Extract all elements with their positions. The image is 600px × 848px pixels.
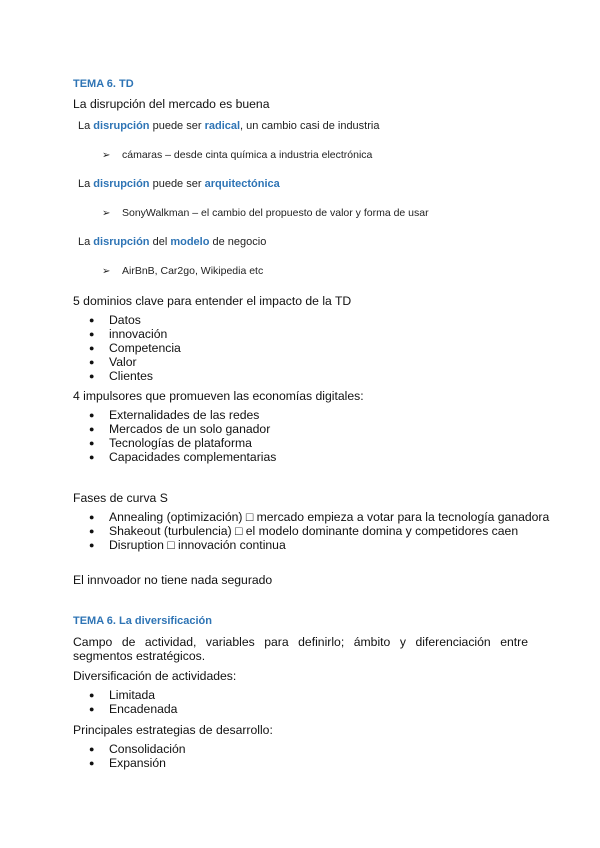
disruption-architectural-line [78, 178, 280, 191]
disruption-radical-line [78, 120, 379, 133]
arrow-bullet-icon: ➢ [102, 208, 111, 219]
text-fragment: La [78, 120, 94, 132]
closing-paragraph: El innvoador no tiene nada segurado [73, 573, 273, 587]
list-item: ● Capacidades complementarias [72, 450, 276, 464]
text-fragment: La [78, 236, 94, 248]
diversification-list [72, 688, 177, 716]
list-item: ● Annealing (optimización) □ mercado empieza a votar para la tecnología ganadora [72, 510, 563, 524]
strategies-list [72, 742, 186, 770]
arrow-bullet-icon: ➢ [102, 266, 111, 277]
phases-intro: Fases de curva S [73, 491, 168, 505]
domains-intro: 5 dominios clave para entender el impacto de la TD [73, 294, 352, 308]
disruption-model-line [78, 236, 266, 249]
example-text: SonyWalkman – el cambio del propuesto de valor y forma de usar [122, 207, 429, 219]
term-arquitectonica: arquitectónica [204, 178, 280, 190]
term-disrupcion: disrupción [93, 120, 150, 132]
list-item: ● innovación [72, 327, 181, 341]
term-disrupcion: disrupción [93, 236, 150, 248]
strategies-intro: Principales estrategias de desarrollo: [73, 723, 273, 737]
list-item: ● Externalidades de las redes [72, 408, 276, 422]
intro-paragraph: La disrupción del mercado es buena [73, 97, 270, 111]
list-item: ● Clientes [72, 369, 181, 383]
list-item: ● Limitada [72, 688, 177, 702]
list-item: ● Valor [72, 355, 181, 369]
list-item: ● Mercados de un solo ganador [72, 422, 276, 436]
example-line [102, 149, 372, 162]
phases-list [72, 510, 563, 552]
term-disrupcion: disrupción [93, 178, 150, 190]
text-fragment: La [78, 178, 94, 190]
drivers-list [72, 408, 276, 464]
domains-list [72, 313, 181, 383]
term-modelo: modelo [170, 236, 210, 248]
section-heading-td: TEMA 6. TD [73, 78, 134, 90]
list-item: ● Competencia [72, 341, 181, 355]
text-fragment: puede ser [149, 178, 205, 190]
list-item: ● Consolidación [72, 742, 186, 756]
list-item: ● Encadenada [72, 702, 177, 716]
list-item: ● Tecnologías de plataforma [72, 436, 276, 450]
list-item: ● Expansión [72, 756, 186, 770]
example-text: cámaras – desde cinta química a industria electrónica [122, 149, 373, 161]
text-fragment: puede ser [149, 120, 205, 132]
list-item: ● Datos [72, 313, 181, 327]
arrow-bullet-icon: ➢ [102, 150, 111, 161]
example-line [102, 207, 429, 220]
diversification-intro: Diversificación de actividades: [73, 669, 237, 683]
text-fragment: , un cambio casi de industria [240, 120, 380, 132]
section-heading-diversificacion: TEMA 6. La diversificación [73, 615, 212, 627]
example-line [102, 265, 263, 278]
term-radical: radical [204, 120, 241, 132]
drivers-intro: 4 impulsores que promueven las economías digitales: [73, 389, 364, 403]
example-text: AirBnB, Car2go, Wikipedia etc [122, 265, 264, 277]
text-fragment: de negocio [209, 236, 267, 248]
text-fragment: del [149, 236, 171, 248]
list-item: ● Shakeout (turbulencia) □ el modelo dominante domina y competidores caen [72, 524, 563, 538]
field-paragraph: Campo de actividad, variables para definirlo; ámbito y diferenciación entre segmentos estratégicos. [73, 635, 528, 663]
list-item: ● Disruption □ innovación continua [72, 538, 563, 552]
